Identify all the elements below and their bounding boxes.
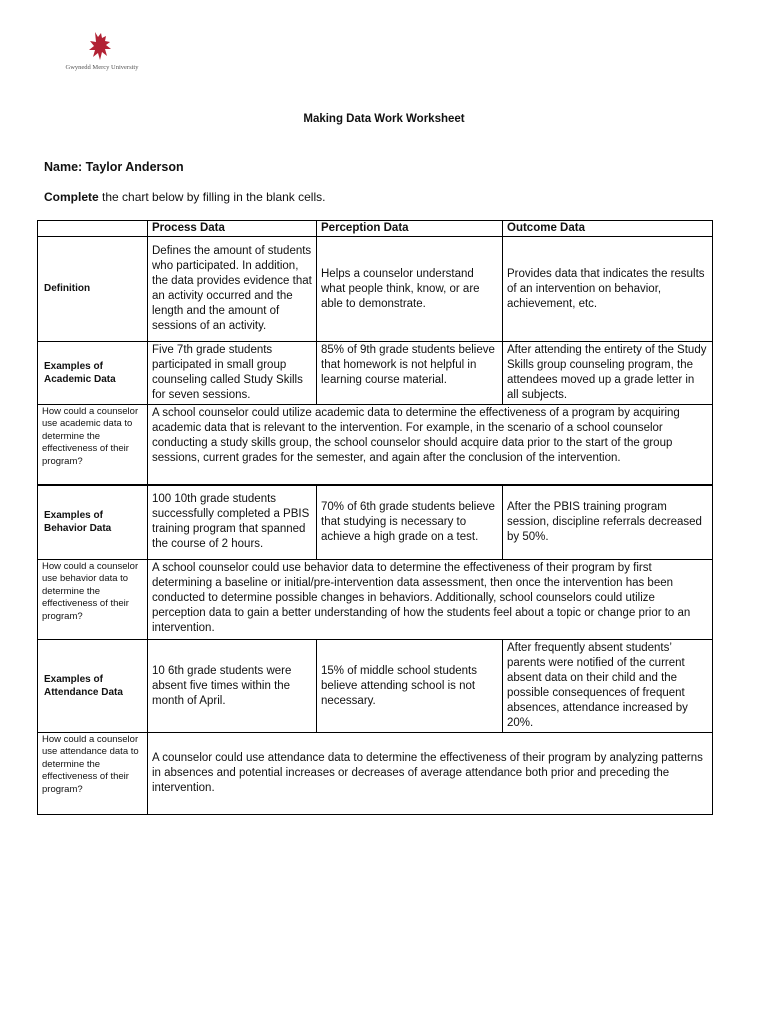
header-perception-data: Perception Data <box>317 221 503 237</box>
cell-behavior-outcome[interactable]: After the PBIS training program session, discipline referrals decreased by 50%. <box>503 485 713 560</box>
griffin-icon <box>86 30 116 62</box>
row-label-behavior: Examples of Behavior Data <box>38 485 148 560</box>
cell-attendance-perception[interactable]: 15% of middle school students believe attending school is not necessary. <box>317 640 503 733</box>
row-label-academic: Examples of Academic Data <box>38 342 148 405</box>
student-name: Name: Taylor Anderson <box>44 160 184 174</box>
row-behavior-examples <box>38 485 713 560</box>
header-outcome-data: Outcome Data <box>503 221 713 237</box>
instructions-bold: Complete <box>44 190 99 204</box>
header-corner <box>38 221 148 237</box>
table-header-row <box>38 221 713 237</box>
logo-text: Gwynedd Mercy University <box>65 64 139 71</box>
row-behavior-question <box>38 560 713 640</box>
row-attendance-question <box>38 733 713 815</box>
answer-behavior[interactable]: A school counselor could use behavior data to determine the effectiveness of their program by first determining a baseline or initial/pre-intervention data assessment, then once the intervention has been conducted to determine possible changes in behaviors. Additionally, school counselors could utilize perception data to gain a better understanding of how the students feel about a topic or change prior to an intervention. <box>148 560 713 640</box>
cell-academic-process[interactable]: Five 7th grade students participated in small group counseling called Study Skills for seven sessions. <box>148 342 317 405</box>
question-behavior: How could a counselor use behavior data to determine the effectiveness of their program? <box>38 560 148 640</box>
cell-definition-outcome[interactable]: Provides data that indicates the results of an intervention on behavior, achievement, etc. <box>503 237 713 342</box>
data-worksheet-table <box>37 220 713 815</box>
row-attendance-examples <box>38 640 713 733</box>
instructions <box>44 190 325 204</box>
row-label-definition: Definition <box>38 237 148 342</box>
page-title: Making Data Work Worksheet <box>303 113 465 125</box>
instructions-text: the chart below by filling in the blank cells. <box>98 190 326 204</box>
cell-academic-perception[interactable]: 85% of 9th grade students believe that homework is not helpful in learning course material. <box>317 342 503 405</box>
row-label-attendance: Examples of Attendance Data <box>38 640 148 733</box>
cell-academic-outcome[interactable]: After attending the entirety of the Study Skills group counseling program, the attendees moved up a grade letter in all subjects. <box>503 342 713 405</box>
header-process-data: Process Data <box>148 221 317 237</box>
answer-academic[interactable]: A school counselor could utilize academic data to determine the effectiveness of a program by acquiring academic data that is relevant to the intervention. For example, in the scenario of a school counselor conducting a study skills group, the school counselor should acquire data prior to the start of the group sessions, current grades for the semester, and again after the conclusion of the intervention. <box>148 405 713 485</box>
cell-behavior-perception[interactable]: 70% of 6th grade students believe that studying is necessary to achieve a high grade on a test. <box>317 485 503 560</box>
cell-attendance-outcome[interactable]: After frequently absent students’ parents were notified of the current absent data on their child and the possible consequences of frequent absences, attendance increased by 20%. <box>503 640 713 733</box>
cell-behavior-process[interactable]: 100 10th grade students successfully completed a PBIS training program that spanned the course of 2 hours. <box>148 485 317 560</box>
question-attendance: How could a counselor use attendance data to determine the effectiveness of their program? <box>38 733 148 815</box>
university-logo <box>52 30 152 76</box>
cell-attendance-process[interactable]: 10 6th grade students were absent five times within the month of April. <box>148 640 317 733</box>
question-academic: How could a counselor use academic data to determine the effectiveness of their program? <box>38 405 148 485</box>
row-academic-question <box>38 405 713 485</box>
cell-definition-perception[interactable]: Helps a counselor understand what people think, know, or are able to demonstrate. <box>317 237 503 342</box>
cell-definition-process[interactable]: Defines the amount of students who participated. In addition, the data provides evidence that an activity occurred and the length and the amount of sessions of an activity. <box>148 237 317 342</box>
row-definition <box>38 237 713 342</box>
answer-attendance[interactable]: A counselor could use attendance data to determine the effectiveness of their program by analyzing patterns in absences and potential increases or decreases of average attendance both prior and preceding the intervention. <box>148 733 713 815</box>
row-academic-examples <box>38 342 713 405</box>
